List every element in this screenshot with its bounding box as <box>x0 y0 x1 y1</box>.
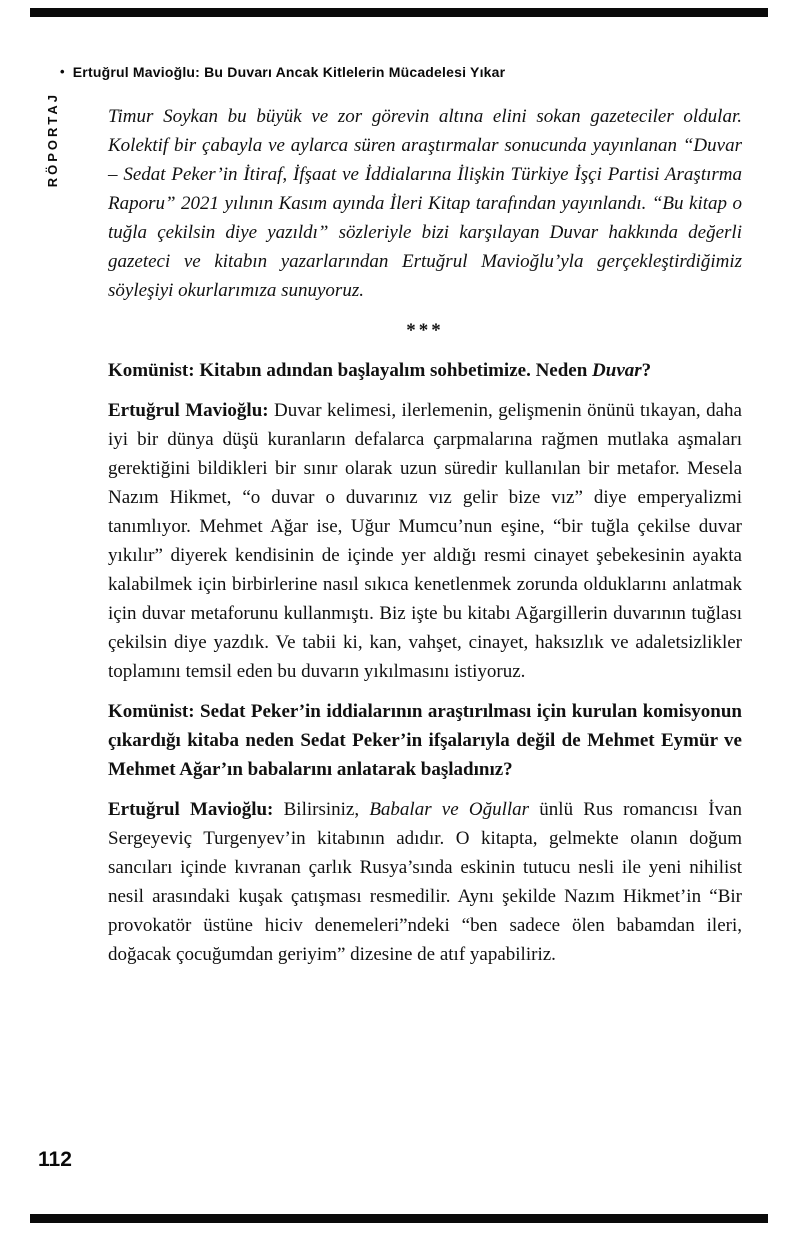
page-number: 112 <box>38 1148 72 1171</box>
question-2: Komünist: Sedat Peker’in iddialarının araştırılması için kurulan komisyonun çıkardığı kitaba neden Sedat Peker’in ifşalarıyla değil de Mehmet Eymür ve Mehmet Ağar’ın babalarını anlatarak başladınız? <box>108 701 742 780</box>
intro-paragraph: Timur Soykan bu büyük ve zor görevin altına elini sokan gazeteciler oldular. Kolektif bir çabayla ve aylarca süren araştırmalar sonucunda yayınlanan “Duvar – Sedat Peker’in İtiraf, İfşaat ve İddialarına İlişkin Türkiye İşçi Partisi Araştırma Raporu” 2021 yılının Kasım ayında İleri Kitap tarafından yayınlandı. “Bu kitap o tuğla çekilsin diye yazıldı” sözleriyle bizi karşılayan Duvar hakkında değerli gazeteci ve kitabın yazarlarından Ertuğrul Mavioğlu’yla gerçekleştirdiğimiz söyleşiyi okurlarımıza sunuyoruz. <box>108 106 742 301</box>
book-title-duvar: Duvar <box>592 360 642 381</box>
text-block <box>108 102 742 980</box>
question-1-prefix: Komünist: Kitabın adından başlayalım sohbetimize. Neden <box>108 360 593 381</box>
answer-2 <box>108 795 742 969</box>
question-1-suffix: ? <box>641 360 652 381</box>
speaker-name: Ertuğrul Mavioğlu: <box>108 400 269 421</box>
page-header <box>60 64 770 80</box>
section-separator: *** <box>406 320 444 341</box>
book-title-babalar-ve-ogullar: Babalar ve Oğullar <box>369 799 530 820</box>
question-1 <box>108 356 742 385</box>
header-bullet-icon: • <box>60 64 65 79</box>
answer-1 <box>108 396 742 686</box>
answer-1-text: Duvar kelimesi, ilerlemenin, gelişmenin önünü tıkayan, daha iyi bir dünya düşü kuranların defalarca çarpmalarına rağmen mutlaka aşmaları gerektiğini bildikleri bir sınır olarak uzun süredir kullanılan bir metafor. Mesela Nazım Hikmet, “o duvar o duvarınız vız gelir bize vız” diye emperyalizmi tanımlıyor. Mehmet Ağar ise, Uğur Mumcu’nun eşine, “bir tuğla çekilse duvar yıkılır” diyerek kendisinin de içinde yer aldığı resmi cinayet şebekesinin ayakta kalabilmek için birbirlerine nasıl sıkıca kenetlenmek zorunda olduklarını anlatmak için duvar metaforunu kullanmıştı. Biz işte bu kitabı Ağargillerin duvarının tuğlası çekilsin diye yazdık. Ve tabii ki, kan, vahşet, cinayet, haksızlık ve adaletsizlikler toplamını temsil eden bu duvarın yıkılmasını istiyoruz. <box>108 400 742 682</box>
answer-2-text-before: Bilirsiniz, <box>273 799 370 820</box>
section-label-roportaj: RÖPORTAJ <box>45 92 60 188</box>
speaker-name: Ertuğrul Mavioğlu: <box>108 799 274 820</box>
header-title: Ertuğrul Mavioğlu: Bu Duvarı Ancak Kitlelerin Mücadelesi Yıkar <box>72 64 506 80</box>
top-rule <box>30 8 768 17</box>
answer-2-text-after: ünlü Rus romancısı İvan Sergeyeviç Turgenyev’in kitabının adıdır. O kitapta, gelmekte olanın doğum sancıları içinde kıvranan çarlık Rusya’sında eskinin tutucu nesli ile yeni nihilist nesil arasındaki kuşak çatışması resmedilir. Aynı şekilde Nazım Hikmet’in “Bir provokatör üstüne hiciv denemeleri”ndeki “ben sadece ölen babamdan ileri, doğacak çocuğumdan geriyim” dizesine de atıf yapabiliriz. <box>108 799 742 965</box>
bottom-rule <box>30 1214 768 1223</box>
